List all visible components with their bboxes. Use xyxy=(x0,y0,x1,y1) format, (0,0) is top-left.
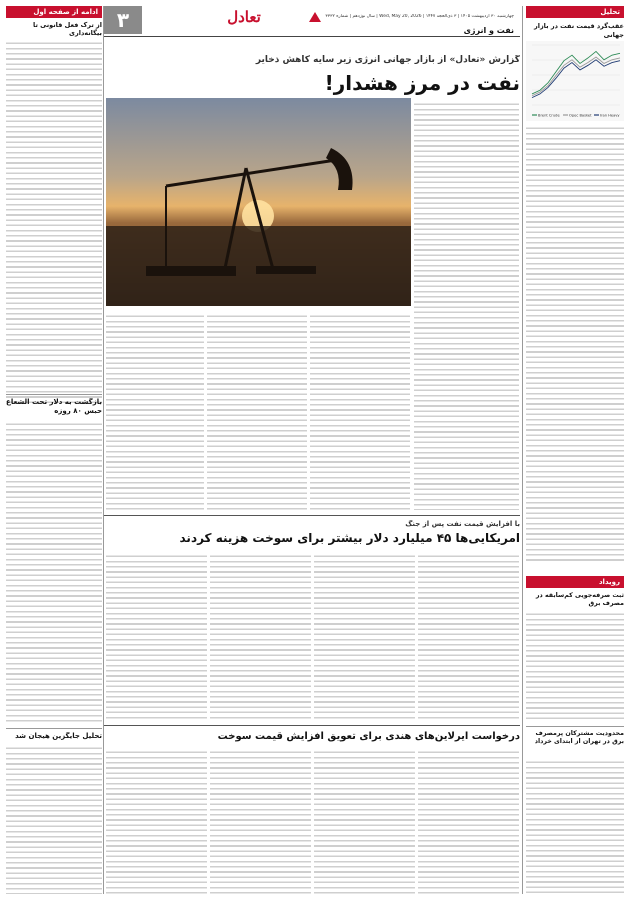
logo-triangle-icon xyxy=(309,12,321,22)
masthead-rule xyxy=(104,36,520,37)
bottom-body-col-1 xyxy=(418,748,519,894)
chart-legend-label: Opec Basket xyxy=(569,113,592,118)
left-article3-title: تحلیل جایگزین هیجان شد xyxy=(15,732,102,740)
page-number-box: ۳ xyxy=(104,6,142,34)
middle-body-col-4 xyxy=(106,552,207,720)
main-body-col-3 xyxy=(207,312,307,510)
middle-kicker: با افزایش قیمت نفت پس از جنگ xyxy=(405,520,520,528)
news-divider xyxy=(526,726,624,727)
right-analysis-body xyxy=(526,124,624,564)
middle-body-col-2 xyxy=(314,552,415,720)
brand-logo: تعادل xyxy=(227,8,261,26)
chart-legend-label: Brent Crude xyxy=(538,113,560,118)
dateline: چهارشنبه ۳۰ اردیبهشت ۱۴۰۵ | ۳ ذی‌الحجه ۱۴۴۷ | Wed, May 20, 2026 | سال نوزدهم | شماره ۳۳۳۲ xyxy=(325,14,514,19)
oil-price-chart xyxy=(526,41,624,121)
news2-body xyxy=(526,758,624,894)
chart-title: عقب‌گرد قیمت نفت در بازار جهانی xyxy=(533,22,624,39)
right-column-rule xyxy=(522,6,523,894)
main-body-col-4 xyxy=(106,312,204,510)
main-body-col-2 xyxy=(310,312,410,510)
left-article3-body xyxy=(6,744,102,894)
left-column-header: ادامه از صفحه اول xyxy=(6,6,102,18)
left-column xyxy=(6,6,102,894)
left-article1-body xyxy=(6,39,102,404)
bottom-body-col-2 xyxy=(314,748,415,894)
middle-headline: امریکایی‌ها ۴۵ میلیارد دلار بیشتر برای سوخت هزینه کردند xyxy=(179,531,520,545)
main-article-rule xyxy=(104,515,520,516)
middle-body-col-1 xyxy=(418,552,519,720)
news-header: رویداد xyxy=(526,576,624,588)
bottom-body-col-4 xyxy=(106,748,207,894)
right-column-header: تحلیل xyxy=(526,6,624,18)
right-column xyxy=(526,6,624,894)
bottom-body-col-3 xyxy=(210,748,311,894)
section-title: نفت و انرژی xyxy=(463,26,514,35)
bottom-headline: درخواست ایرلاین‌های هندی برای تعویق افزایش قیمت سوخت xyxy=(217,731,520,742)
middle-article-rule xyxy=(104,725,520,726)
oil-pump-photo xyxy=(106,98,411,306)
main-kicker: گزارش «تعادل» از بازار جهانی انرژی زیر سایه کاهش ذخایر xyxy=(255,55,520,65)
left-article2-title: بازگشت به دلار تحت الشعاع حبس ۸۰ روزه xyxy=(6,398,102,415)
left-divider-2 xyxy=(6,728,102,729)
news1-body xyxy=(526,610,624,722)
news2-title: محدودیت مشترکان پرمصرف برق در تهران از ابتدای خرداد xyxy=(534,730,624,745)
news1-title: ثبت صرفه‌جویی کم‌سابقه در مصرف برق xyxy=(535,592,624,607)
left-article1-title: از ترک فعل قانونی تا بیگانه‌داری xyxy=(33,21,102,37)
main-headline: نفت در مرز هشدار! xyxy=(324,71,520,95)
left-article2-body xyxy=(6,420,102,725)
chart-legend-label: Iran Heavy xyxy=(600,113,620,118)
masthead xyxy=(104,6,520,34)
left-column-rule xyxy=(103,6,104,894)
chart-series-line-2 xyxy=(532,60,620,98)
left-divider-1 xyxy=(6,394,102,395)
middle-body-col-3 xyxy=(210,552,311,720)
main-body-col-1 xyxy=(414,100,519,510)
